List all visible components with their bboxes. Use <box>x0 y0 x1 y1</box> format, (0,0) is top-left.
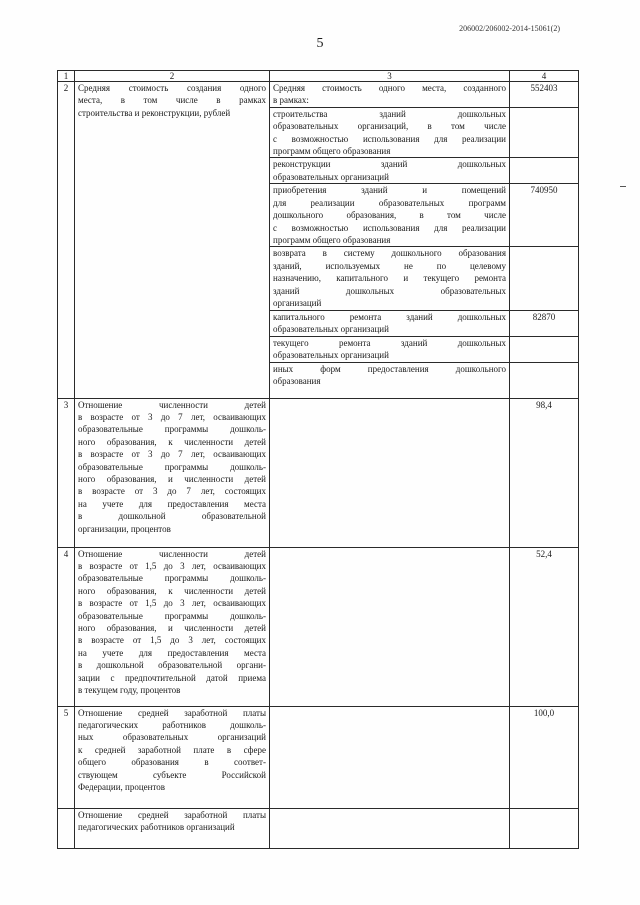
text-line: текущего ремонта зданий дошкольных <box>273 337 506 348</box>
text-line: в возрасте от 1,5 до 3 лет, состоящих <box>78 635 266 646</box>
sub-indicator <box>270 362 510 398</box>
text-line: на учете для предоставления места <box>78 647 266 658</box>
text-line: образовательные программы дошколь- <box>78 610 266 621</box>
empty-cell <box>270 547 510 706</box>
value-cell: 98,4 <box>510 398 579 547</box>
text-line: образовательные программы дошколь- <box>78 424 266 435</box>
value-cell <box>510 247 579 310</box>
sub-indicator <box>270 310 510 336</box>
text-line: образовательных организаций, в том числе <box>273 121 506 132</box>
table-row <box>58 398 579 547</box>
text-line: педагогических работников организаций <box>78 821 235 832</box>
text-line: в рамках: <box>273 95 309 106</box>
text-line: Отношение численности детей <box>78 548 266 559</box>
value-cell: 100,0 <box>510 706 579 808</box>
text-line: педагогических работников дошколь- <box>78 719 266 730</box>
text-line: организаций <box>273 298 322 309</box>
text-line: программ общего образования <box>273 235 391 246</box>
text-line: строительства и реконструкции, рублей <box>78 107 231 118</box>
text-line: возврата в систему дошкольного образования <box>273 248 506 259</box>
sub-indicator <box>270 107 510 158</box>
text-line: ного образования, и численности детей <box>78 473 266 484</box>
page-number: 5 <box>316 36 324 51</box>
value-cell <box>510 158 579 184</box>
text-line: Отношение численности детей <box>78 399 266 410</box>
text-line: в возрасте от 1,5 до 3 лет, осваивающих <box>78 560 266 571</box>
value-cell: 740950 <box>510 184 579 247</box>
text-line: организации, процентов <box>78 523 171 534</box>
text-line: реконструкции зданий дошкольных <box>273 159 506 170</box>
col-header-3: 3 <box>270 71 510 82</box>
row-number <box>58 808 75 848</box>
sub-indicator <box>270 184 510 247</box>
indicator-text <box>75 398 270 547</box>
row-number: 4 <box>58 547 75 706</box>
empty-cell <box>510 808 579 848</box>
text-line: образовательных организаций <box>273 171 389 182</box>
value-cell: 52,4 <box>510 547 579 706</box>
text-line: с возможностью использования для реализации <box>273 222 506 233</box>
text-line: ных образовательных организаций <box>78 732 266 743</box>
text-line: Федерации, процентов <box>78 781 166 792</box>
text-line: назначению, капитального и текущего ремонта <box>273 273 506 284</box>
indicator-text <box>75 706 270 808</box>
value-cell: 552403 <box>510 82 579 108</box>
text-line: образовательные программы дошколь- <box>78 573 266 584</box>
table-row <box>58 808 579 848</box>
row-number: 3 <box>58 398 75 547</box>
text-line: ного образования, к численности детей <box>78 585 266 596</box>
document-number: 206002/206002-2014-15061(2) <box>459 24 560 33</box>
margin-mark <box>620 186 626 187</box>
value-cell <box>510 336 579 362</box>
empty-cell <box>270 808 510 848</box>
text-line: дошкольного образования, в том числе <box>273 210 506 221</box>
text-line: иных форм предоставления дошкольного <box>273 363 506 374</box>
col-header-4: 4 <box>510 71 579 82</box>
value-cell <box>510 362 579 398</box>
indicator-text <box>75 808 270 848</box>
text-line: с возможностью использования для реализации <box>273 133 506 144</box>
sub-indicator <box>270 247 510 310</box>
col-header-1: 1 <box>58 71 75 82</box>
row-number: 5 <box>58 706 75 808</box>
indicator-text <box>75 82 270 399</box>
text-line: в возрасте от 3 до 7 лет, состоящих <box>78 486 266 497</box>
text-line: в дошкольной образовательной органи- <box>78 660 266 671</box>
text-line: зданий дошкольных образовательных <box>273 285 506 296</box>
indicators-table <box>57 70 579 849</box>
text-line: приобретения зданий и помещений <box>273 185 506 196</box>
table-row <box>58 547 579 706</box>
text-line: в возрасте от 1,5 до 3 лет, осваивающих <box>78 598 266 609</box>
text-line: образования <box>273 375 321 386</box>
sub-indicator <box>270 158 510 184</box>
text-line: Отношение средней заработной платы <box>78 809 266 820</box>
text-line: для реализации образовательных программ <box>273 197 506 208</box>
text-line: к средней заработной плате в сфере <box>78 744 266 755</box>
sub-indicator <box>270 336 510 362</box>
sub-indicator <box>270 82 510 108</box>
text-line: общего образования в соответ- <box>78 757 266 768</box>
text-line: образовательных организаций <box>273 323 389 334</box>
value-cell <box>510 107 579 158</box>
text-line: Средняя стоимость создания одного <box>78 83 266 93</box>
value-cell: 82870 <box>510 310 579 336</box>
text-line: строительства зданий дошкольных <box>273 108 506 119</box>
text-line: зданий, используемых не по целевому <box>273 260 506 271</box>
text-line: в дошкольной образовательной <box>78 511 266 522</box>
text-line: в возрасте от 3 до 7 лет, осваивающих <box>78 449 266 460</box>
table-row <box>58 82 579 108</box>
empty-cell <box>270 398 510 547</box>
row-number: 2 <box>58 82 75 399</box>
text-line: зации с предпочтительной датой приема <box>78 672 266 683</box>
text-line: на учете для предоставления места <box>78 498 266 509</box>
header-row <box>58 71 579 82</box>
table-row <box>58 706 579 808</box>
text-line: в текущем году, процентов <box>78 684 181 695</box>
text-line: капитального ремонта зданий дошкольных <box>273 311 506 322</box>
text-line: Средняя стоимость одного места, созданного <box>273 83 506 93</box>
empty-cell <box>270 706 510 808</box>
text-line: ствующем субъекте Российской <box>78 769 266 780</box>
text-line: образовательные программы дошколь- <box>78 461 266 472</box>
text-line: ного образования, к численности детей <box>78 436 266 447</box>
text-line: в возрасте от 3 до 7 лет, осваивающих <box>78 411 266 422</box>
text-line: ного образования, и численности детей <box>78 622 266 633</box>
text-line: места, в том числе в рамках <box>78 95 266 106</box>
col-header-2: 2 <box>75 71 270 82</box>
text-line: программ общего образования <box>273 146 391 157</box>
text-line: Отношение средней заработной платы <box>78 707 266 718</box>
text-line: образовательных организаций <box>273 349 389 360</box>
indicator-text <box>75 547 270 706</box>
